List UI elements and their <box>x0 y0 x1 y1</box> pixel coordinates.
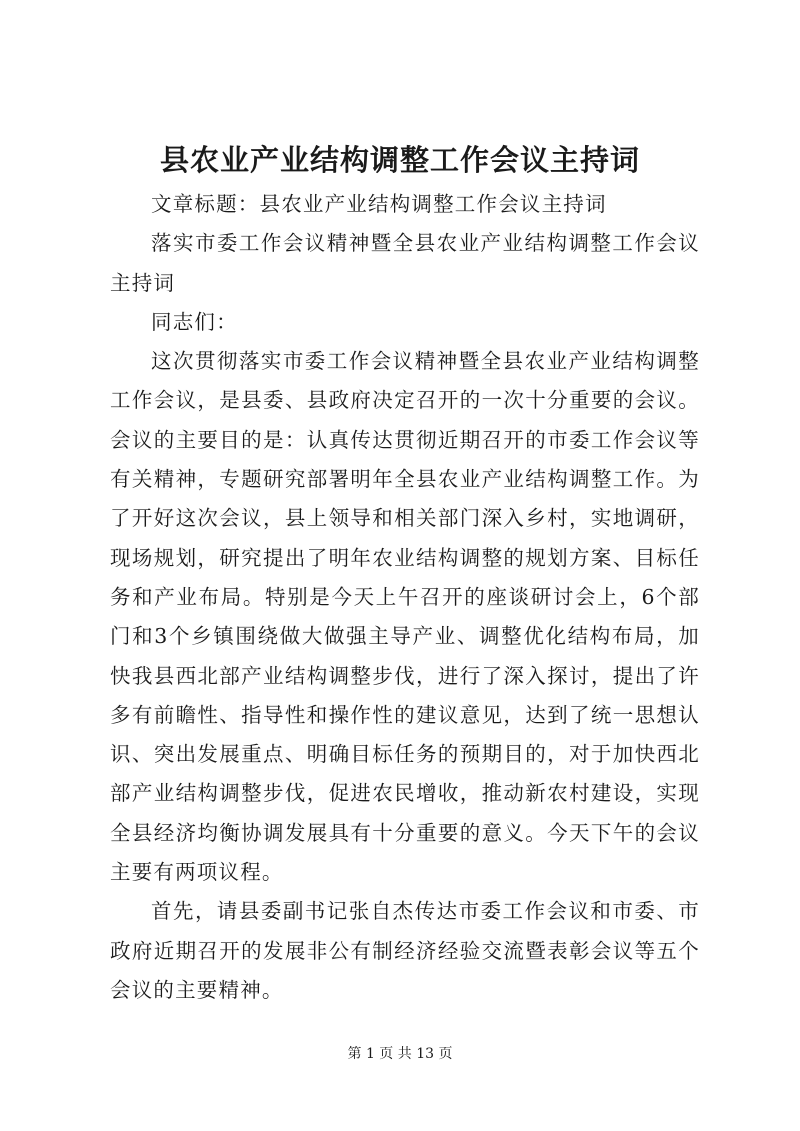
body-paragraph: 这次贯彻落实市委工作会议精神暨全县农业产业结构调整工作会议，是县委、县政府决定召开的一次十分重要的会议。会议的主要目的是：认真传达贯彻近期召开的市委工作会议等有关精神，专题研究部署明年全县农业产业结构调整工作。为了开好这次会议，县上领导和相关部门深入乡村，实地调研，现场规划，研究提出了明年农业结构调整的规划方案、目标任务和产业布局。特别是今天上午召开的座谈研讨会上，6个部门和3个乡镇围绕做大做强主导产业、调整优化结构布局，加快我县西北部产业结构调整步伐，进行了深入探讨，提出了许多有前瞻性、指导性和操作性的建议意见，达到了统一思想认识、突出发展重点、明确目标任务的预期目的，对于加快西北部产业结构调整步伐，促进农民增收，推动新农村建设，实现全县经济均衡协调发展具有十分重要的意义。今天下午的会议主要有两项议程。 <box>110 349 700 885</box>
salutation: 同志们： <box>151 309 238 334</box>
subtitle-paragraph: 落实市委工作会议精神暨全县农业产业结构调整工作会议主持词 <box>110 231 700 295</box>
document-title: 县农业产业结构调整工作会议主持词 <box>159 143 640 177</box>
document-body <box>110 185 700 1010</box>
body-paragraph: 首先，请县委副书记张自杰传达市委工作会议和市委、市政府近期召开的发展非公有制经济经验交流暨表彰会议等五个会议的主要精神。 <box>110 899 700 1002</box>
article-title-line: 文章标题：县农业产业结构调整工作会议主持词 <box>151 192 607 216</box>
page-number-footer: 第 1 页 共 13 页 <box>347 1046 453 1062</box>
